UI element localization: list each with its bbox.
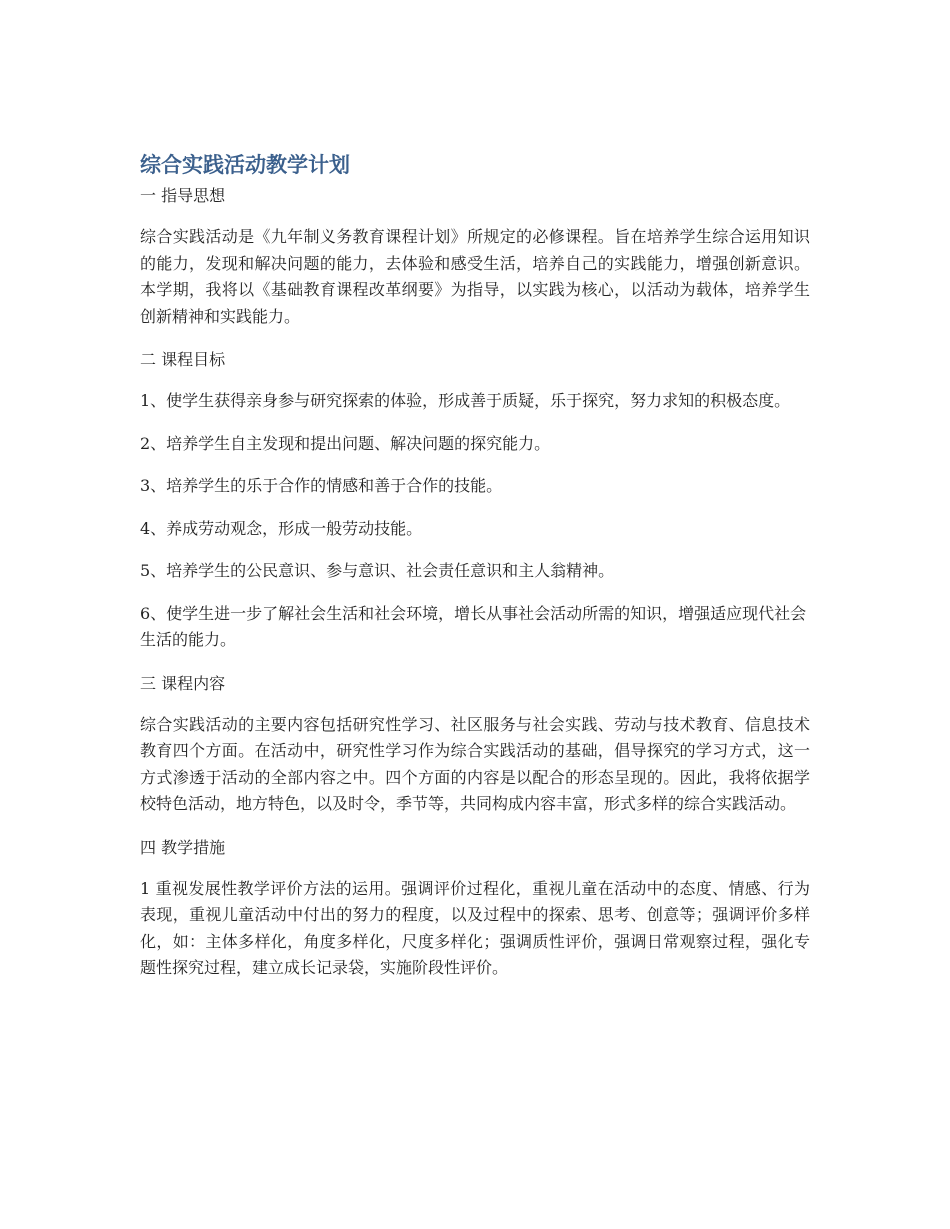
section-teaching-measures	[140, 834, 810, 982]
list-item: 5、培养学生的公民意识、参与意识、社会责任意识和主人翁精神。	[140, 561, 615, 580]
paragraph: 综合实践活动是《九年制义务教育课程计划》所规定的必修课程。旨在培养学生综合运用知识的能力，发现和解决问题的能力，去体验和感受生活，培养自己的实践能力，增强创新意识。本学期，我将以《基础教育课程改革纲要》为指导，以实践为核心，以活动为载体，培养学生创新精神和实践能力。	[140, 227, 810, 326]
section-guiding-thought	[140, 182, 810, 330]
section-heading: 二 课程目标	[140, 350, 226, 369]
document-page	[140, 150, 810, 982]
document-title: 综合实践活动教学计划	[140, 153, 350, 177]
section-course-content	[140, 670, 810, 818]
section-course-goals	[140, 346, 810, 654]
section-heading: 四 教学措施	[140, 837, 226, 857]
list-item: 1、使学生获得亲身参与研究探索的体验，形成善于质疑，乐于探究，努力求知的积极态度。	[140, 391, 791, 410]
paragraph: 综合实践活动的主要内容包括研究性学习、社区服务与社会实践、劳动与技术教育、信息技术教育四个方面。在活动中，研究性学习作为综合实践活动的基础，倡导探究的学习方式，这一方式渗透于活动的全部内容之中。四个方面的内容是以配合的形态呈现的。因此，我将依据学校特色活动，地方特色，以及时令，季节等，共同构成内容丰富，形式多样的综合实践活动。	[140, 714, 810, 813]
list-item: 6、使学生进一步了解社会生活和社会环境，增长从事社会活动所需的知识，增强适应现代社会生活的能力。	[140, 603, 807, 649]
list-item: 3、培养学生的乐于合作的情感和善于合作的技能。	[140, 476, 503, 495]
list-item: 2、培养学生自主发现和提出问题、解决问题的探究能力。	[140, 433, 551, 453]
paragraph: 1 重视发展性教学评价方法的运用。强调评价过程化，重视儿童在活动中的态度、情感、行为表现，重视儿童活动中付出的努力的程度，以及过程中的探索、思考、创意等；强调评价多样化，如：主体多样化，角度多样化，尺度多样化；强调质性评价，强调日常观察过程，强化专题性探究过程，建立成长记录袋，实施阶段性评价。	[140, 878, 810, 977]
list-item: 4、养成劳动观念，形成一般劳动技能。	[140, 518, 423, 538]
section-heading: 一 指导思想	[140, 186, 226, 205]
section-heading: 三 课程内容	[140, 673, 226, 693]
